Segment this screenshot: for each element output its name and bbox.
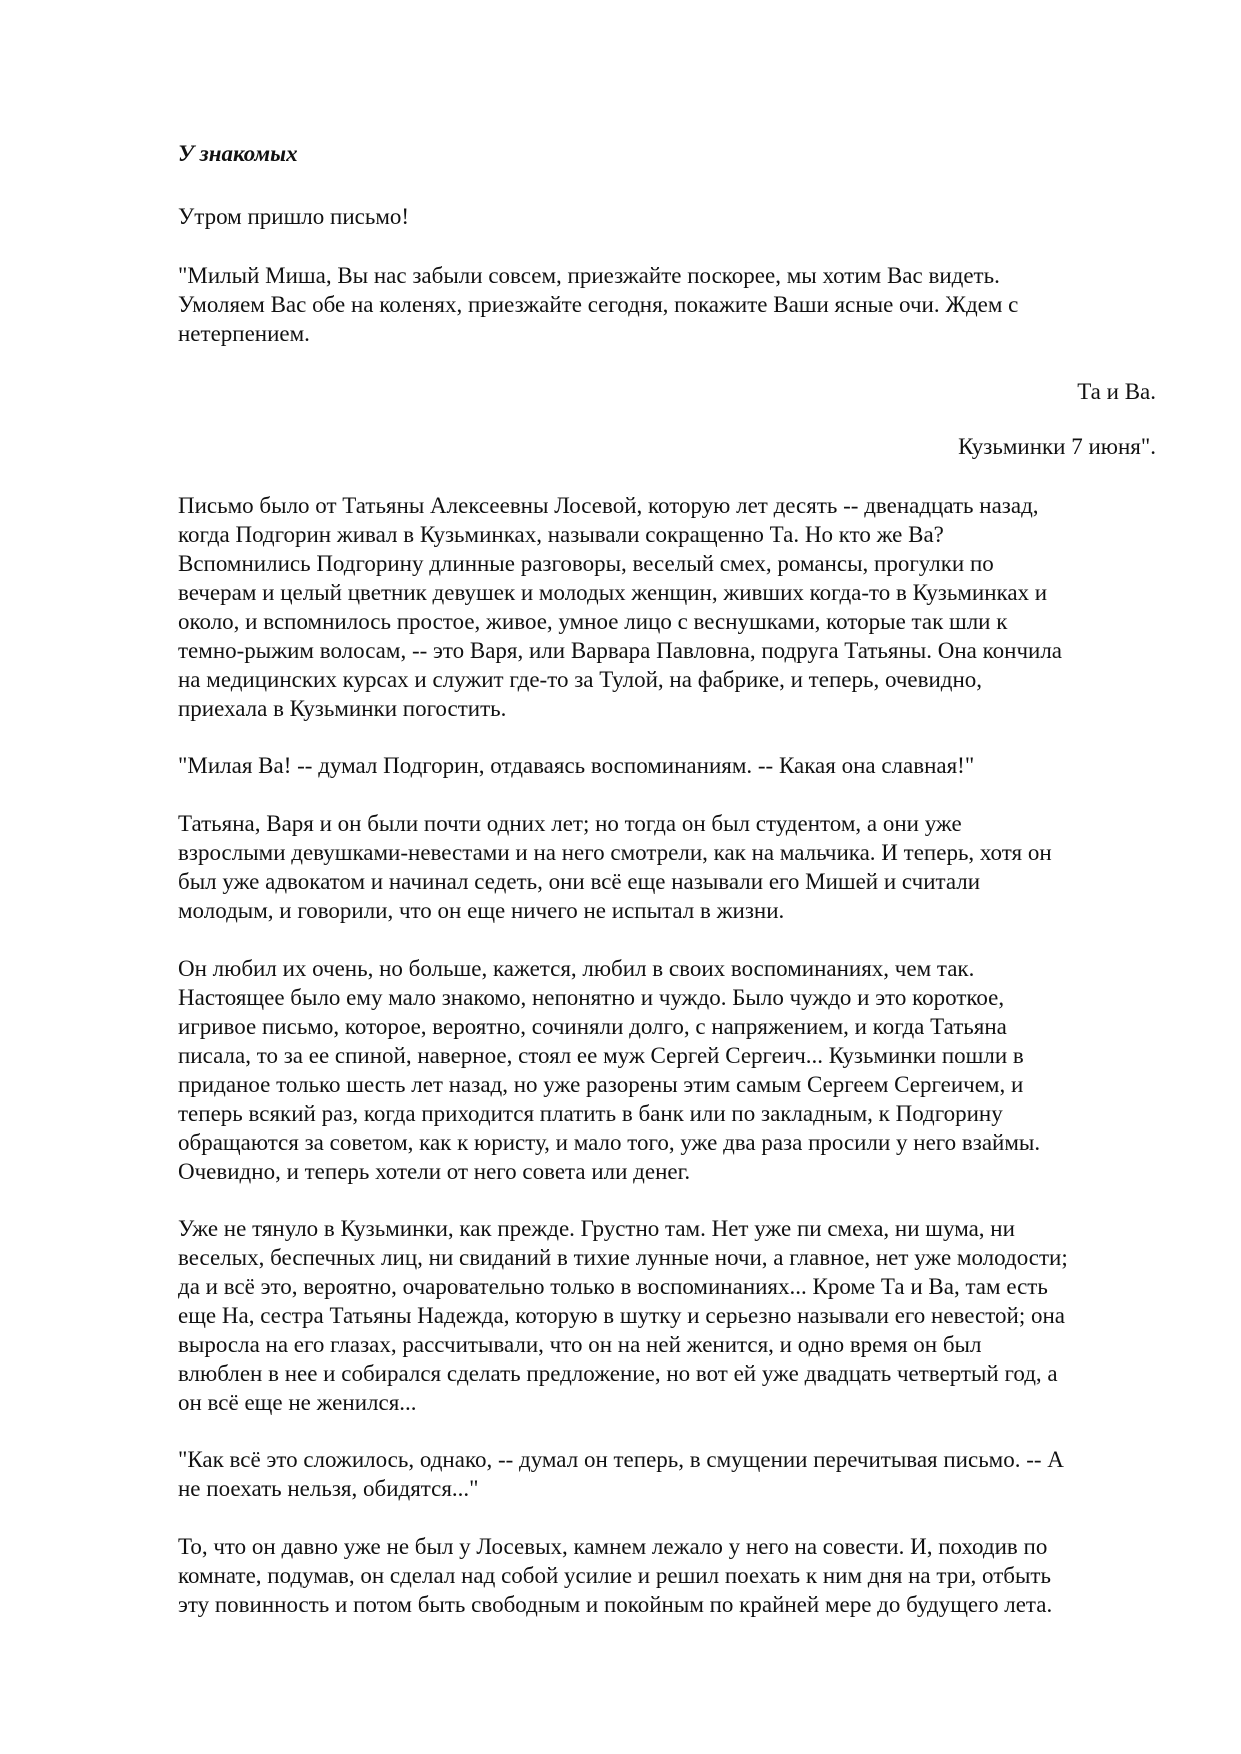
text-line: приданое только шесть лет назад, но уже разорены этим самым Сергеем Сергеичем, и: [178, 1072, 1024, 1097]
paragraph: [178, 1214, 1156, 1417]
text-line: комнате, подумав, он сделал над собой усилие и решил поехать к ним дня на три, отбыть: [178, 1563, 1051, 1588]
paragraph: [178, 1532, 1156, 1619]
paragraph: [178, 751, 1156, 780]
paragraph: [178, 954, 1156, 1186]
text-line: приехала в Кузьминки погостить.: [178, 696, 507, 721]
text-line: когда Подгорин живал в Кузьминках, называли сокращенно Та. Но кто же Ва?: [178, 522, 944, 547]
text-line: нетерпением.: [178, 321, 310, 346]
text-line: вечерам и целый цветник девушек и молодых женщин, живших когда-то в Кузьминках и: [178, 580, 1048, 605]
letter-signature: Та и Ва.: [1077, 379, 1156, 404]
text-line: на медицинских курсах и служит где-то за Тулой, на фабрике, и теперь, очевидно,: [178, 667, 983, 692]
text-line: То, что он давно уже не был у Лосевых, камнем лежало у него на совести. И, походив по: [178, 1534, 1048, 1559]
text-line: Он любил их очень, но больше, кажется, любил в своих воспоминаниях, чем так.: [178, 956, 975, 981]
text-line: взрослыми девушками-невестами и на него смотрели, как на мальчика. И теперь, хотя он: [178, 840, 1052, 865]
paragraph: [178, 809, 1156, 925]
opening-line: Утром пришло письмо!: [178, 204, 410, 229]
text-line: "Как всё это сложилось, однако, -- думал он теперь, в смущении перечитывая письмо. -- А: [178, 1447, 1064, 1472]
text-line: "Милый Миша, Вы нас забыли совсем, приезжайте поскорее, мы хотим Вас видеть.: [178, 263, 1000, 288]
text-line: Умоляем Вас обе на коленях, приезжайте сегодня, покажите Ваши ясные очи. Ждем с: [178, 292, 1019, 317]
text-line: еще На, сестра Татьяны Надежда, которую в шутку и серьезно называли его невестой; она: [178, 1303, 1065, 1328]
text-line: Очевидно, и теперь хотели от него совета или денег.: [178, 1159, 691, 1184]
story-title: У знакомых: [178, 141, 298, 166]
text-line: был уже адвокатом и начинал седеть, они всё еще называли его Мишей и считали: [178, 869, 981, 894]
text-line: теперь всякий раз, когда приходится платить в банк или по закладным, к Подгорину: [178, 1101, 1003, 1126]
text-line: писала, то за ее спиной, наверное, стоял ее муж Сергей Сергеич... Кузьминки пошли в: [178, 1043, 1024, 1068]
text-line: обращаются за советом, как к юристу, и мало того, уже два раза просили у него взаймы.: [178, 1130, 1041, 1155]
text-line: влюблен в нее и собирался сделать предложение, но вот ей уже двадцать четвертый год, а: [178, 1361, 1058, 1386]
text-line: выросла на его глазах, рассчитывали, что он на ней женится, и одно время он был: [178, 1332, 982, 1357]
text-line: молодым, и говорили, что он еще ничего не испытал в жизни.: [178, 898, 785, 923]
text-line: он всё еще не женился...: [178, 1390, 417, 1415]
text-line: Татьяна, Варя и он были почти одних лет; но тогда он был студентом, а они уже: [178, 811, 962, 836]
text-line: темно-рыжим волосам, -- это Варя, или Варвара Павловна, подруга Татьяны. Она кончила: [178, 638, 1063, 663]
text-line: эту повинность и потом быть свободным и покойным по крайней мере до будущего лета.: [178, 1592, 1053, 1617]
paragraph: [178, 491, 1156, 723]
text-line: игривое письмо, которое, вероятно, сочиняли долго, с напряжением, и когда Татьяна: [178, 1014, 1007, 1039]
text-line: веселых, беспечных лиц, ни свиданий в тихие лунные ночи, а главное, нет уже молодости;: [178, 1245, 1068, 1270]
text-line: Настоящее было ему мало знакомо, непонятно и чуждо. Было чуждо и это короткое,: [178, 985, 1005, 1010]
text-line: Уже не тянуло в Кузьминки, как прежде. Грустно там. Нет уже пи смеха, ни шума, ни: [178, 1216, 1015, 1241]
letter-text: [178, 261, 1156, 348]
text-line: около, и вспомнилось простое, живое, умное лицо с веснушками, которые так шли к: [178, 609, 1008, 634]
text-line: не поехать нельзя, обидятся...": [178, 1476, 479, 1501]
paragraph: [178, 1445, 1156, 1503]
text-line: Письмо было от Татьяны Алексеевны Лосевой, которую лет десять -- двенадцать назад,: [178, 493, 1039, 518]
letter-place-date: Кузьминки 7 июня".: [958, 434, 1156, 459]
text-line: Вспомнились Подгорину длинные разговоры, веселый смех, романсы, прогулки по: [178, 551, 994, 576]
text-line: "Милая Ва! -- думал Подгорин, отдаваясь воспоминаниям. -- Какая она славная!": [178, 753, 975, 778]
text-line: да и всё это, вероятно, очаровательно только в воспоминаниях... Кроме Та и Ва, там есть: [178, 1274, 1048, 1299]
